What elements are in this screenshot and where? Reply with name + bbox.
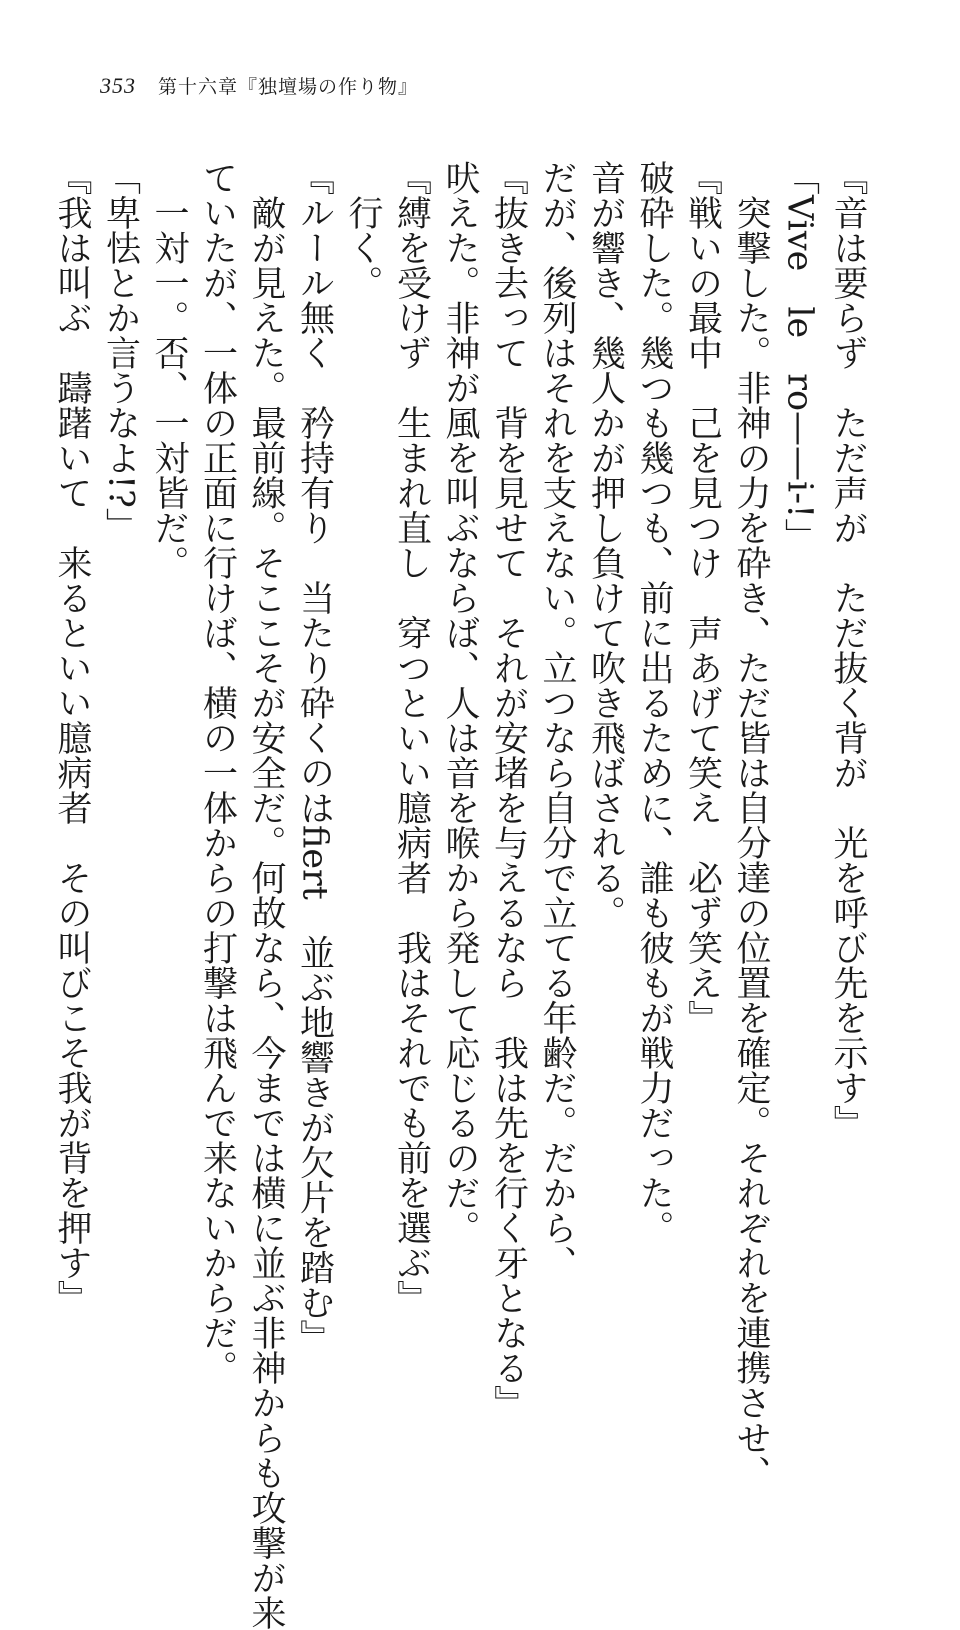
- page-number: 353: [100, 73, 136, 98]
- text-line: 「卑怯とか言うなよ!?」: [100, 160, 141, 543]
- text-line: 吠えた。非神が風を叫ぶならば、人は音を喉から発して応じるのだ。: [440, 160, 480, 1245]
- text-line: 音が響き、幾人かが押し負けて吹き飛ばされる。: [585, 160, 626, 930]
- text-line: だが、後列はそれを支えない。立つなら自分で立てる年齢だ。だから、: [537, 160, 577, 1280]
- text-line: 破砕した。幾つも幾つも、前に出るために、誰も彼もが戦力だった。: [634, 160, 674, 1245]
- text-line: 「Vive le ro——i-!」: [779, 160, 820, 554]
- text-line: 突撃した。非神の力を砕き、ただ皆は自分達の位置を確定。それぞれを連携させ、: [731, 195, 771, 1490]
- text-line: 『我は叫ぶ 躊躇いて 来るといい臆病者 その叫びこそ我が背を押す』: [52, 160, 92, 1315]
- text-line: 『抜き去って 背を見せて それが安堵を与えるなら 我は先を行く牙となる』: [488, 160, 529, 1420]
- chapter-title: 第十六章『独壇場の作り物』: [158, 76, 419, 98]
- text-line: 『ルール無く 矜持有り 当たり砕くのはfiert 並ぶ地響きが欠片を踏む』: [294, 160, 335, 1355]
- text-line: 一対一。否、一対皆だ。: [149, 195, 189, 580]
- text-line: 行く。: [343, 195, 383, 300]
- text-line: 敵が見えた。最前線。そここそが安全だ。何故なら、今までは横に並ぶ非神からも攻撃が来: [246, 195, 286, 1630]
- text-line: ていたが、一体の正面に行けば、横の一体からの打撃は飛んで来ないからだ。: [197, 160, 238, 1385]
- text-line: 『音は要らず ただ声が ただ抜く背が 光を呼び先を示す』: [828, 160, 868, 1140]
- text-line: 『縛を受けず 生まれ直し 穿つといい臆病者 我はそれでも前を選ぶ』: [391, 160, 432, 1315]
- running-header: [100, 72, 418, 99]
- text-line: 『戦いの最中 己を見つけ 声あげて笑え 必ず笑え』: [682, 160, 723, 1035]
- body-text: [48, 160, 873, 1630]
